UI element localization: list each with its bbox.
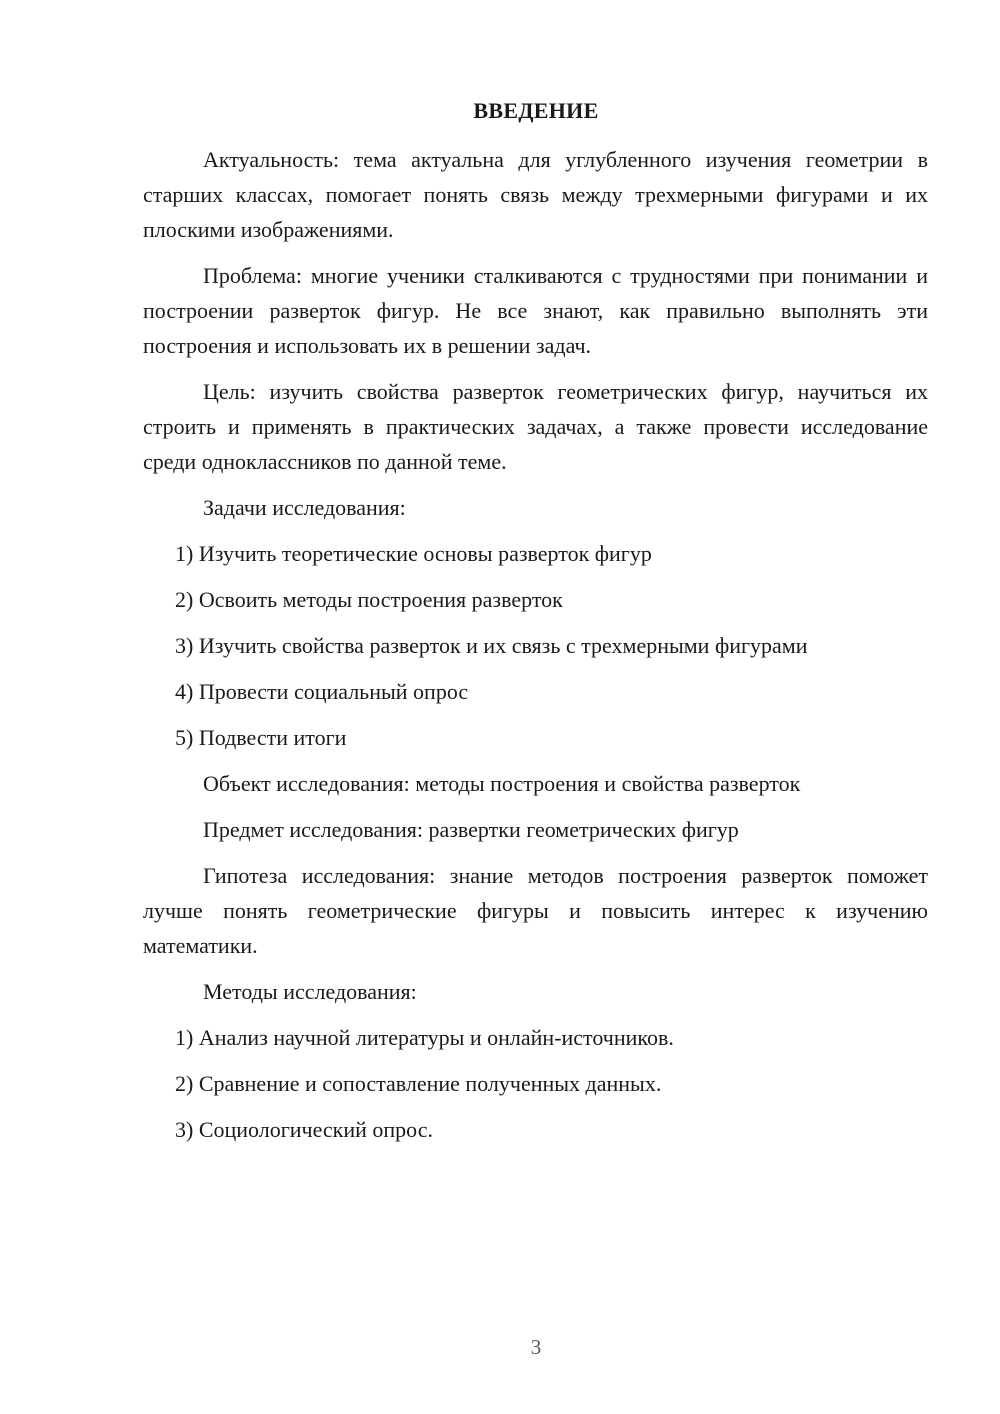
tasks-heading: Задачи исследования: [203, 495, 406, 520]
paragraph-goal: Цель: изучить свойства разверток геометрических фигур, научиться их строить и применять в практических задачах, а также провести исследование среди одноклассников по данной теме. [143, 379, 928, 474]
paragraph-hypothesis: Гипотеза исследования: знание методов построения разверток поможет лучше понять геометрические фигуры и повысить интерес к изучению математики. [143, 863, 928, 958]
section-title: ВВЕДЕНИЕ [473, 98, 599, 123]
list-item: 3) Изучить свойства разверток и их связь с трехмерными фигурами [175, 633, 808, 658]
methods-heading: Методы исследования: [203, 979, 417, 1004]
list-item: 4) Провести социальный опрос [175, 679, 469, 704]
paragraph-subject: Предмет исследования: развертки геометрических фигур [203, 817, 739, 842]
list-item: 5) Подвести итоги [175, 725, 347, 750]
list-item: 2) Освоить методы построения разверток [175, 587, 563, 612]
paragraph-relevance: Актуальность: тема актуальна для углубленного изучения геометрии в старших классах, помогает понять связь между трехмерными фигурами и их плоскими изображениями. [143, 147, 928, 242]
list-item: 1) Изучить теоретические основы разверток фигур [175, 541, 652, 566]
methods-list [143, 1020, 928, 1147]
document-body [143, 142, 928, 1158]
paragraph-problem: Проблема: многие ученики сталкиваются с трудностями при понимании и построении разверток фигур. Не все знают, как правильно выполнять эти построения и использовать их в решении задач. [143, 263, 928, 358]
list-item: 3) Социологический опрос. [175, 1117, 433, 1142]
list-item: 2) Сравнение и сопоставление полученных данных. [175, 1071, 662, 1096]
tasks-list [143, 536, 928, 755]
list-item: 1) Анализ научной литературы и онлайн-источников. [175, 1025, 674, 1050]
paragraph-object: Объект исследования: методы построения и свойства разверток [203, 771, 801, 796]
page-number: 3 [530, 1335, 542, 1359]
